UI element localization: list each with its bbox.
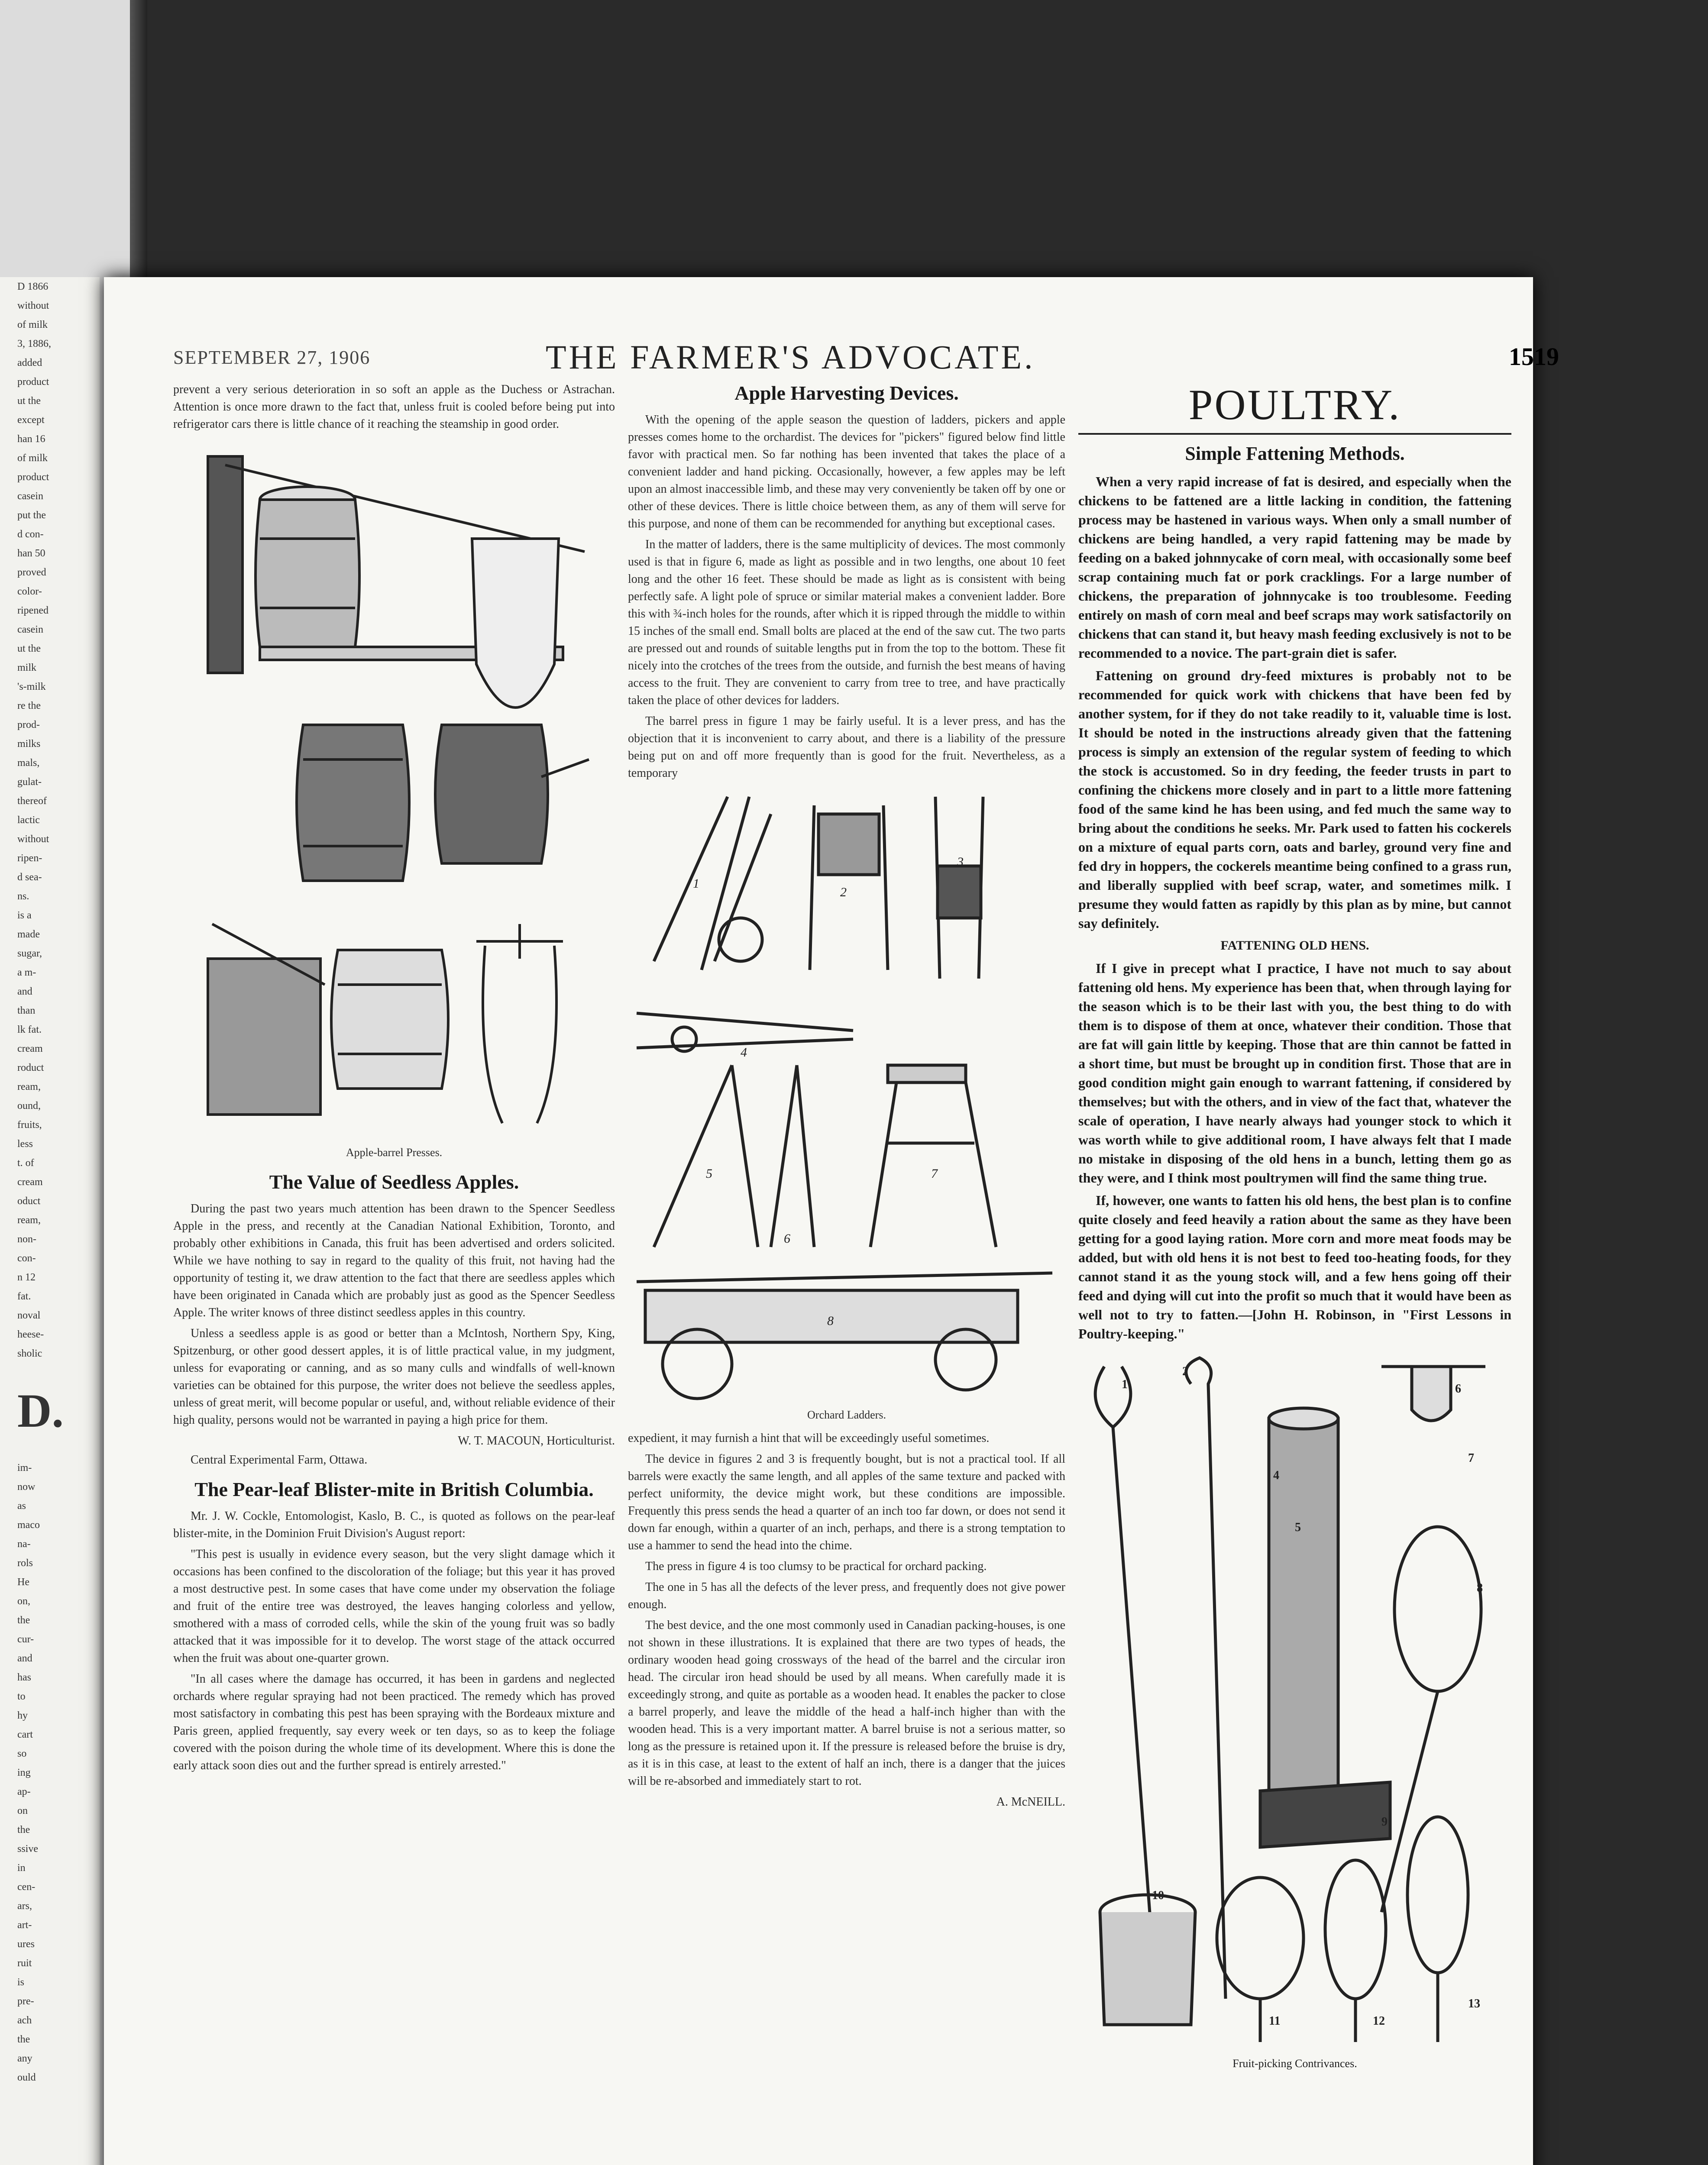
article-paragraph: The press in figure 4 is too clumsy to be practical for orchard packing.	[645, 1560, 987, 1573]
margin-fragment: ap-	[17, 1786, 31, 1797]
figure-caption: Orchard Ladders.	[807, 1409, 886, 1421]
svg-text:4: 4	[1273, 1469, 1279, 1482]
margin-fragment: re the	[17, 700, 41, 711]
article-title-blister-mite: The Pear-leaf Blister-mite in British Columbia.	[194, 1478, 594, 1500]
margin-fragment: ripened	[17, 605, 49, 616]
margin-fragment: pre-	[17, 1996, 34, 2007]
margin-fragment: art-	[17, 1919, 32, 1931]
margin-fragment: thereof	[17, 795, 47, 807]
article-paragraph: If I give in precept what I practice, I have not much to say about fattening old hens. My experience has been that, when through laying for the season which is to be their last with you, the best thing to do with them is to dispose of them at once, whatever their condition. Those that are fat will gain little by keeping. Those that are thin cannot be fatted in a short time, but must be brought up in condition first. Those that are in good condition might gain enough to warrant fattening, if considered by themselves; but with the others, and in view of the fact that, whatever the scale of operation, I have nearly always had younger stock to which it was worth while to give additional room, I have always felt that I made no mistake in disposing of the old hens in a bunch, letting them go as they were, and I think most poultrymen will find the same thing true.	[1078, 960, 1511, 1186]
article-title-seedless: The Value of Seedless Apples.	[269, 1171, 519, 1193]
margin-fragment: He	[17, 1577, 29, 1588]
margin-fragment: ures	[17, 1939, 35, 1950]
margin-fragment: cream	[17, 1043, 43, 1054]
apple-barrel-presses-figure	[173, 439, 615, 1161]
article-paragraph: The device in figures 2 and 3 is frequently bought, but is not a practical tool. If all barrels were exactly the same length, and all apples of the same texture and packed with perfect uniformity, the device might work, but these conditions are impossible. Frequently this press sends the head a quarter of an inch too far down, or does not send it down far enough, within a quarter of an inch, perhaps, and there is a strong temptation to use a hammer to send the head into the chime.	[628, 1452, 1065, 1552]
svg-text:1: 1	[1122, 1378, 1128, 1391]
article-title-fattening: Simple Fattening Methods.	[1185, 443, 1405, 464]
ladders-illustration	[628, 788, 1061, 1403]
margin-fragment: on,	[17, 1596, 30, 1607]
margin-fragment: 's-milk	[17, 681, 46, 692]
margin-fragment: is	[17, 1977, 25, 1988]
svg-text:5: 5	[1295, 1521, 1301, 1534]
margin-fragment: 3, 1886,	[17, 338, 51, 349]
margin-fragment: product	[17, 376, 49, 388]
margin-fragment: fat.	[17, 1291, 31, 1302]
margin-fragment: rols	[17, 1558, 33, 1569]
intro-paragraph: prevent a very serious deterioration in so soft an apple as the Duchess or Astrachan. Attention is once more drawn to the fact that, unless fruit is cooled before being put into refrigerator cars there is little chance of it reaching the steamship in good order.	[173, 383, 615, 431]
author-affiliation: Central Experimental Farm, Ottawa.	[191, 1453, 368, 1467]
margin-fragment: d con-	[17, 529, 44, 540]
margin-fragment: lactic	[17, 814, 40, 826]
margin-fragment: han 50	[17, 548, 45, 559]
margin-fragment: proved	[17, 567, 46, 578]
svg-text:11: 11	[1269, 2014, 1281, 2028]
svg-text:5: 5	[706, 1167, 712, 1181]
margin-fragment: d sea-	[17, 872, 42, 883]
adjacent-page-fragment	[0, 277, 100, 2165]
margin-fragment: fruits,	[17, 1119, 42, 1131]
margin-fragment: roduct	[17, 1062, 44, 1073]
margin-fragment: as	[17, 1500, 26, 1512]
barrel-press-illustration	[173, 439, 606, 1141]
margin-fragment: a m-	[17, 967, 36, 978]
newspaper-page	[104, 277, 1559, 2165]
margin-fragment: so	[17, 1748, 27, 1759]
margin-fragment: ound,	[17, 1100, 41, 1112]
svg-text:10: 10	[1152, 1889, 1164, 1902]
margin-fragment: casein	[17, 491, 43, 502]
margin-fragment: noval	[17, 1310, 41, 1321]
margin-fragment: gulat-	[17, 776, 42, 788]
svg-text:6: 6	[784, 1231, 790, 1246]
margin-fragment: cart	[17, 1729, 33, 1740]
margin-fragment: ssive	[17, 1843, 38, 1855]
margin-fragment: maco	[17, 1519, 40, 1531]
svg-text:3: 3	[957, 855, 964, 869]
article-paragraph: The one in 5 has all the defects of the lever press, and frequently does not give power enough.	[628, 1580, 1065, 1611]
margin-fragment: cur-	[17, 1634, 34, 1645]
margin-fragment: prod-	[17, 719, 40, 730]
article-paragraph: When a very rapid increase of fat is desired, and especially when the chickens to be fattened are a little lacking in condition, the fattening process may be hastened in various ways. When only a small number of chickens are being handled, a very rapid fattening may be made by feeding on a baked johnnycake of corn meal, with occasionally some beef scrap containing much fat or pork cracklings. For a large number of chickens, the preparation of johnnycake is too troublesome. Feeding entirely on mash of corn meal and beef scraps may work satisfactorily on chickens that can stand it, but heavy mash feeding exclusively is not to be recommended to a novice. The part-grain diet is safer.	[1078, 474, 1511, 661]
author-signature: W. T. MACOUN, Horticulturist.	[458, 1434, 615, 1448]
article-paragraph: "This pest is usually in evidence every season, but the very slight damage which it occasions has been confined to the discoloration of the foliage; but this year it has proved a most destructive pest. In some cases that have come under my observation the foliage and fruit of the entire tree was destroyed, the leaves hanging colorless and yellow, smothered with a mass of corroded cells, while the skin of the young fruit was so badly attacked that it was impossible for it to develop. The worst stage of the attack occurred when the fruit was about one-quarter grown.	[173, 1548, 615, 1665]
margin-fragment: sugar,	[17, 948, 42, 959]
article-title-harvesting: Apple Harvesting Devices.	[734, 382, 959, 404]
margin-fragment: the	[17, 1824, 30, 1835]
article-paragraph: With the opening of the apple season the question of ladders, pickers and apple presses comes home to the orchardist. The devices for "pickers" figured below find little favor with practical men. So far nothing has been invented that takes the place of a convenient ladder and hand picking. Occasionally, however, a few apples may be left upon an almost inaccessible limb, and these may very conveniently be taken off by one or other of these devices. There is little choice between them, as any of them will serve for this purpose, and none of them can be recommended for anything but exceptional cases.	[628, 413, 1065, 530]
margin-fragment: the	[17, 2034, 30, 2045]
margin-fragment: ream,	[17, 1081, 41, 1092]
margin-fragment: and	[17, 986, 32, 997]
margin-fragment: ould	[17, 2072, 36, 2083]
margin-fragment: ut the	[17, 395, 41, 407]
margin-fragment: to	[17, 1691, 26, 1702]
page-number: 1519	[1509, 343, 1559, 371]
margin-fragment: t. of	[17, 1157, 34, 1169]
margin-fragment: han 16	[17, 433, 45, 445]
margin-fragment: non-	[17, 1234, 36, 1245]
margin-fragment: added	[17, 357, 42, 368]
margin-fragment: without	[17, 300, 49, 311]
margin-fragment: less	[17, 1138, 33, 1150]
margin-fragment: sholic	[17, 1348, 42, 1359]
margin-fragment: any	[17, 2053, 32, 2064]
article-paragraph: During the past two years much attention has been drawn to the Spencer Seedless Apple in the press, and recently at the Canadian National Exhibition, Toronto, and probably other exhibitions in Canada, this fruit has been advertised and orders solicited. While we have nothing to say in regard to the quality of this fruit, not having had the opportunity of testing it, we draw attention to the fact that there are seedless apples which have been originated in Canada which are probably just as good as the Spencer Seedless Apple. The writer knows of three distinct seedless apples in this country.	[173, 1202, 615, 1319]
svg-text:2: 2	[840, 885, 847, 899]
margin-fragment: milks	[17, 738, 41, 750]
margin-fragment: milk	[17, 662, 37, 673]
svg-text:9: 9	[1381, 1815, 1388, 1829]
article-paragraph: Mr. J. W. Cockle, Entomologist, Kaslo, B. C., is quoted as follows on the pear-leaf blister-mite, in the Dominion Fruit Division's August report:	[173, 1509, 615, 1540]
margin-fragment: D 1866	[17, 281, 49, 292]
margin-fragment: cen-	[17, 1881, 36, 1893]
subheading: FATTENING OLD HENS.	[1220, 938, 1369, 953]
margin-fragment: ruit	[17, 1958, 32, 1969]
svg-text:6: 6	[1455, 1382, 1461, 1396]
margin-fragment: lk fat.	[17, 1024, 42, 1035]
author-signature: A. McNEILL.	[996, 1795, 1065, 1809]
margin-fragment: na-	[17, 1538, 31, 1550]
margin-fragment: ripen-	[17, 853, 42, 864]
figure-caption: Apple-barrel Presses.	[346, 1146, 443, 1159]
article-paragraph: The barrel press in figure 1 may be fairly useful. It is a lever press, and has the objection that it is inconvenient to carry about, and there is a liability of the pressure being put on and off more frequently than is good for the fruit. Nevertheless, as a temporary	[628, 714, 1065, 780]
column-3	[1078, 381, 1511, 2079]
page-header	[173, 338, 1559, 377]
margin-fragment: cream	[17, 1176, 43, 1188]
margin-fragment: casein	[17, 624, 43, 635]
margin-fragment: in	[17, 1862, 26, 1874]
fruit-pickers-illustration	[1078, 1349, 1511, 2051]
svg-text:1: 1	[693, 876, 699, 891]
margin-fragment: put the	[17, 510, 46, 521]
svg-text:8: 8	[1477, 1581, 1483, 1595]
margin-fragment: ing	[17, 1767, 31, 1778]
figure-caption: Fruit-picking Contrivances.	[1232, 2057, 1357, 2070]
margin-fragment: oduct	[17, 1196, 41, 1207]
margin-fragment: ut the	[17, 643, 41, 654]
issue-date: SEPTEMBER 27, 1906	[173, 347, 371, 368]
svg-text:7: 7	[931, 1167, 938, 1181]
margin-fragment: of milk	[17, 452, 48, 464]
article-paragraph: Fattening on ground dry-feed mixtures is probably not to be recommended for quick work with chickens that have been fed by another system, for if they do not take readily to it, valuable time is lost. It should be noted in the instructions already given that the fattening process is simply an extension of the regular system of feeding to which the stock is accustomed. So in dry feeding, the feeder trusts in part to confining the chickens more closely and in part to a little more fattening food of the same kind he has been using, and fed much the same way to bring about the conditions he seeks. Mr. Park used to fatten his cockerels on a mixture of equal parts corn, oats and barley, ground very fine and fed dry in hoppers, the cockerels meantime being confined to a grass run, and liberally supplied with beef scrap, water, and sometimes milk. I presume they would fatten as rapidly by this plan as by mine, but cannot say definitely.	[1078, 668, 1511, 931]
article-paragraph: In the matter of ladders, there is the same multiplicity of devices. The most commonly used is that in figure 6, made as light as possible and in two lengths, one about 10 feet long and the other 16 feet. These should be made as light as is consistent with being perfectly safe. A light pole of spruce or similar material makes a convenient ladder. Bore this with ¾-inch holes for the rounds, after which it is ripped through the middle to within 15 inches of the small end. Small bolts are placed at the end of the saw cut. The two parts are pressed out and rounds of suitable lengths put in from the top to the bottom. These fit nicely into the crotches of the trees from the outside, and furnish the best means of having access to the fruit. They are convenient to carry from tree to tree, and have practically taken the place of other devices for ladders.	[628, 538, 1065, 707]
article-paragraph: expedient, it may furnish a hint that will be exceedingly useful sometimes.	[628, 1431, 990, 1445]
article-paragraph: If, however, one wants to fatten his old hens, the best plan is to confine quite closely and feed heavily a ration about the same as they have been getting for a good laying ration. More corn and more meat foods may be added, but with old hens it is not best to feed too-heating foods, for they cannot stand it as the young stock will, and a few hens going off their feed and dying will cut into the profit so much that it would have been as well not to try to fatten.—[John H. Robinson, in "First Lessons in Poultry-keeping."	[1078, 1192, 1511, 1341]
margin-fragment: of milk	[17, 319, 48, 330]
margin-fragment: heese-	[17, 1329, 44, 1340]
margin-fragment: the	[17, 1615, 30, 1626]
margin-fragment: has	[17, 1672, 31, 1683]
fruit-picking-figure	[1078, 1349, 1511, 2073]
margin-fragment: product	[17, 472, 49, 483]
svg-text:2: 2	[1182, 1365, 1188, 1378]
margin-fragment: ach	[17, 2015, 32, 2026]
margin-fragment: im-	[17, 1462, 32, 1473]
column-1	[173, 381, 615, 1778]
margin-fragment: D.	[17, 1384, 64, 1437]
article-paragraph: "In all cases where the damage has occurred, it has been in gardens and neglected orchards where regular spraying had not been practiced. The remedy which has proved most satisfactory in combating this pest has been spraying with the Bordeaux mixture and Paris green, applied frequently, say every week or ten days, so as to keep the foliage covered with the poison during the whole time of its development. Where this is done the early attack soon dies out and the further spread is entirely arrested."	[173, 1672, 615, 1772]
orchard-ladders-figure	[628, 788, 1065, 1424]
svg-text:7: 7	[1468, 1451, 1474, 1465]
margin-fragment: without	[17, 834, 49, 845]
svg-text:12: 12	[1373, 2014, 1385, 2028]
margin-fragment: mals,	[17, 757, 40, 769]
margin-fragment: now	[17, 1481, 36, 1493]
margin-fragment: ream,	[17, 1215, 41, 1226]
margin-fragment: and	[17, 1653, 32, 1664]
margin-fragment: made	[17, 929, 40, 940]
margin-fragment: con-	[17, 1253, 36, 1264]
margin-fragment: than	[17, 1005, 36, 1016]
article-paragraph: The best device, and the one most commonly used in Canadian packing-houses, is one not shown in these illustrations. It is explained that there are two types of heads, the ordinary wooden head going crossways of the head of the barrel and the circular iron head. The circular iron head should be used by all means. When carefully made it is exceedingly strong, and quite as portable as a wooden head. It enables the packer to close a barrel properly, and leave the middle of the head a half-inch higher than with the wooden head. This is a very important matter. A barrel bruise is not a serious matter, so long as the pressure is retained upon it. If the pressure is released before the bruise is dry, as it is in this case, at least to the extent of half an inch, there is a danger that the juices will be re-absorbed and immediately start to rot.	[628, 1619, 1065, 1788]
masthead: THE FARMER'S ADVOCATE.	[546, 338, 1035, 376]
margin-fragment: color-	[17, 586, 42, 597]
section-title-poultry: POULTRY.	[1078, 381, 1511, 435]
svg-text:8: 8	[827, 1314, 834, 1328]
article-paragraph: Unless a seedless apple is as good or better than a McIntosh, Northern Spy, King, Spitzenburg, or other good dessert apples, it is of little practical value, in my judgment, unless for evaporating or canning, and as so many culls and windfalls of well-known varieties can be obtained for this purpose, the writer does not believe the seedless apples, unless of great merit, will become popular or useful, and, without reliable evidence of their high quality, persons would not be warranted in paying a high price for them.	[173, 1327, 615, 1427]
svg-text:4: 4	[741, 1045, 747, 1060]
svg-text:13: 13	[1468, 1997, 1480, 2010]
margin-fragment: ns.	[17, 891, 29, 902]
margin-fragment: except	[17, 414, 45, 426]
margin-fragment: ars,	[17, 1900, 32, 1912]
margin-fragment: hy	[17, 1710, 28, 1721]
column-2	[628, 381, 1065, 1813]
margin-fragment: on	[17, 1805, 28, 1816]
margin-fragment: is a	[17, 910, 32, 921]
margin-fragment: n 12	[17, 1272, 36, 1283]
